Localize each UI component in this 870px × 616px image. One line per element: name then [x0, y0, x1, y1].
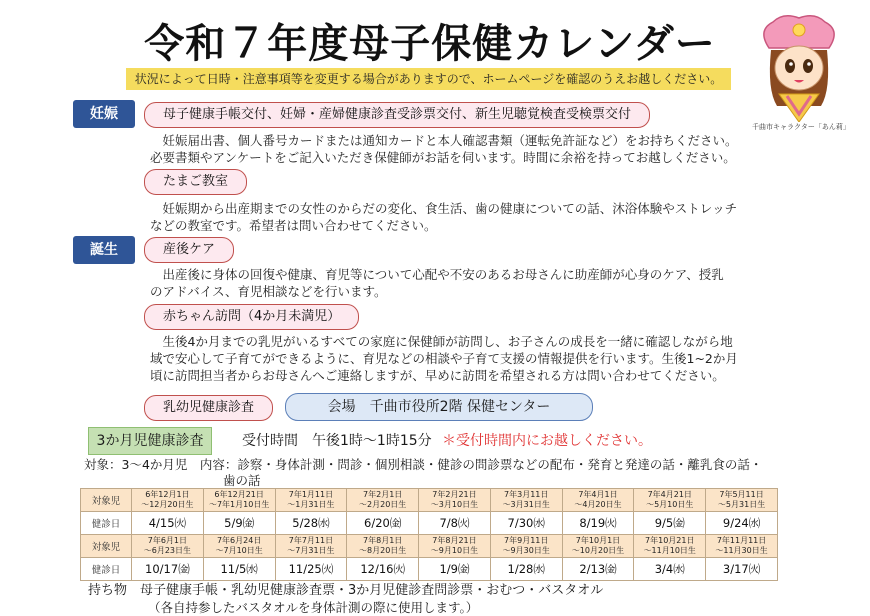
table-cell: 7年5月11日 ～5月31日生: [706, 489, 778, 512]
table-cell: 11/5㈬: [203, 558, 275, 581]
table-cell: 5/9㈮: [203, 512, 275, 535]
table-cell: 7年10月21日 ～11月10日生: [634, 535, 706, 558]
table-cell: 3/4㈬: [634, 558, 706, 581]
venue-label: 会場 千曲市役所2階 保健センター: [285, 393, 593, 421]
pill-tamago-class: たまご教室: [144, 169, 247, 195]
table-row: [81, 558, 778, 581]
table-cell: 12/16㈫: [347, 558, 419, 581]
pill-infant-checkup: 乳幼児健康診査: [144, 395, 273, 421]
table-cell: 7年4月1日 ～4月20日生: [562, 489, 634, 512]
table-cell: 7年2月1日 ～2月20日生: [347, 489, 419, 512]
table-cell: 7年10月1日 ～10月20日生: [562, 535, 634, 558]
section-tag-birth: 誕生: [73, 236, 135, 264]
table-cell: 6年12月1日 ～12月20日生: [132, 489, 204, 512]
items-to-bring: 持ち物 母子健康手帳・乳幼児健康診査票・3か月児健診査問診票・おむつ・バスタオル: [88, 583, 604, 598]
checkup-target-line-1: 対象：3～4か月児 内容：診察・身体計測・問診・個別相談・健診の問診票などの配布・発育と発達の話・離乳食の話・: [84, 457, 763, 472]
table-row: [81, 512, 778, 535]
three-month-checkup-tag: 3か月児健康診査: [88, 427, 212, 455]
table-cell: 7年6月1日 ～6月23日生: [132, 535, 204, 558]
table-cell: 3/17㈫: [706, 558, 778, 581]
table-cell: 7/8㈫: [419, 512, 491, 535]
notice-banner: 状況によって日時・注意事項等を変更する場合がありますので、ホームページを確認のうえお越しください。: [126, 68, 731, 90]
birth-text-2: のアドバイス、育児相談などを行います。: [150, 284, 387, 299]
label-date-1: 健診日: [81, 512, 132, 535]
pill-postpartum-care: 産後ケア: [144, 237, 234, 263]
table-row: [81, 489, 778, 512]
mascot-illustration: [747, 10, 851, 122]
checkup-target: [84, 457, 784, 489]
items-to-bring-note: （各自持参したバスタオルを身体計測の際に使用します。）: [148, 600, 479, 615]
table-cell: 4/15㈫: [132, 512, 204, 535]
label-target-1: 対象児: [81, 489, 132, 512]
table-cell: 9/5㈮: [634, 512, 706, 535]
baby-visit-text-1: 生後4か月までの乳児がいるすべての家庭に保健師が訪問し、お子さんの成長を一緒に確認しながら地: [150, 334, 733, 349]
reception-time: 受付時間 午後1時～1時15分: [242, 433, 432, 449]
table-cell: 7年6月24日 ～7月10日生: [203, 535, 275, 558]
baby-visit-text-3: 頃に訪問担当者からお母さんへご連絡しますが、早めに訪問を希望される方は問い合わせてください。: [150, 368, 725, 383]
table-cell: 7年4月21日 ～5月10日生: [634, 489, 706, 512]
table-cell: 7年2月21日 ～3月10日生: [419, 489, 491, 512]
pregnancy-text-2: 必要書類やアンケートをご記入いただき保健師がお話を伺います。時間に余裕を持ってお越しください。: [150, 150, 736, 165]
table-cell: 1/28㈬: [490, 558, 562, 581]
table-cell: 2/13㈮: [562, 558, 634, 581]
table-cell: 7年8月21日 ～9月10日生: [419, 535, 491, 558]
tamago-text-2: などの教室です。希望者は問い合わせてください。: [150, 218, 437, 233]
table-cell: 10/17㈮: [132, 558, 204, 581]
table-cell: 1/9㈮: [419, 558, 491, 581]
table-cell: 5/28㈬: [275, 512, 347, 535]
table-row: [81, 535, 778, 558]
pregnancy-text-1: 妊娠届出書、個人番号カードまたは通知カードと本人確認書類（運転免許証など）をお持ちください。: [150, 133, 738, 148]
page-title: 令和７年度母子保健カレンダー: [144, 21, 716, 67]
mascot-caption: 千曲市キャラクター「あん莉」: [752, 123, 850, 131]
reception-note: ＊受付時間内にお越しください。: [442, 433, 652, 449]
tamago-text-1: 妊娠期から出産期までの女性のからだの変化、食生活、歯の健康についての話、沐浴体験やストレッチ: [150, 201, 738, 216]
table-cell: 9/24㈬: [706, 512, 778, 535]
pill-baby-visit: 赤ちゃん訪問（4か月未満児）: [144, 304, 359, 330]
birth-text-1: 出産後に身体の回復や健康、育児等について心配や不安のあるお母さんに助産師が心身のケア、授乳: [150, 267, 724, 282]
section-tag-pregnancy: 妊娠: [73, 100, 135, 128]
label-date-2: 健診日: [81, 558, 132, 581]
table-cell: 7年7月11日 ～7月31日生: [275, 535, 347, 558]
table-cell: 7/30㈬: [490, 512, 562, 535]
checkup-target-line-2: 歯の話: [223, 473, 261, 488]
table-cell: 7年9月11日 ～9月30日生: [490, 535, 562, 558]
table-cell: 7年3月11日 ～3月31日生: [490, 489, 562, 512]
pill-maternal-handbook: 母子健康手帳交付、妊婦・産婦健康診査受診票交付、新生児聴覚検査受検票交付: [144, 102, 650, 128]
table-cell: 8/19㈫: [562, 512, 634, 535]
table-cell: 6/20㈮: [347, 512, 419, 535]
table-cell: 7年11月11日 ～11月30日生: [706, 535, 778, 558]
checkup-schedule-table: [80, 488, 778, 581]
table-cell: 7年1月11日 ～1月31日生: [275, 489, 347, 512]
table-cell: 7年8月1日 ～8月20日生: [347, 535, 419, 558]
table-cell: 6年12月21日 ～7年1月10日生: [203, 489, 275, 512]
label-target-2: 対象児: [81, 535, 132, 558]
table-cell: 11/25㈫: [275, 558, 347, 581]
baby-visit-text-2: 域で安心して子育てができるように、育児などの相談や子育て支援の情報提供を行います。生後1~2か月: [150, 351, 738, 366]
